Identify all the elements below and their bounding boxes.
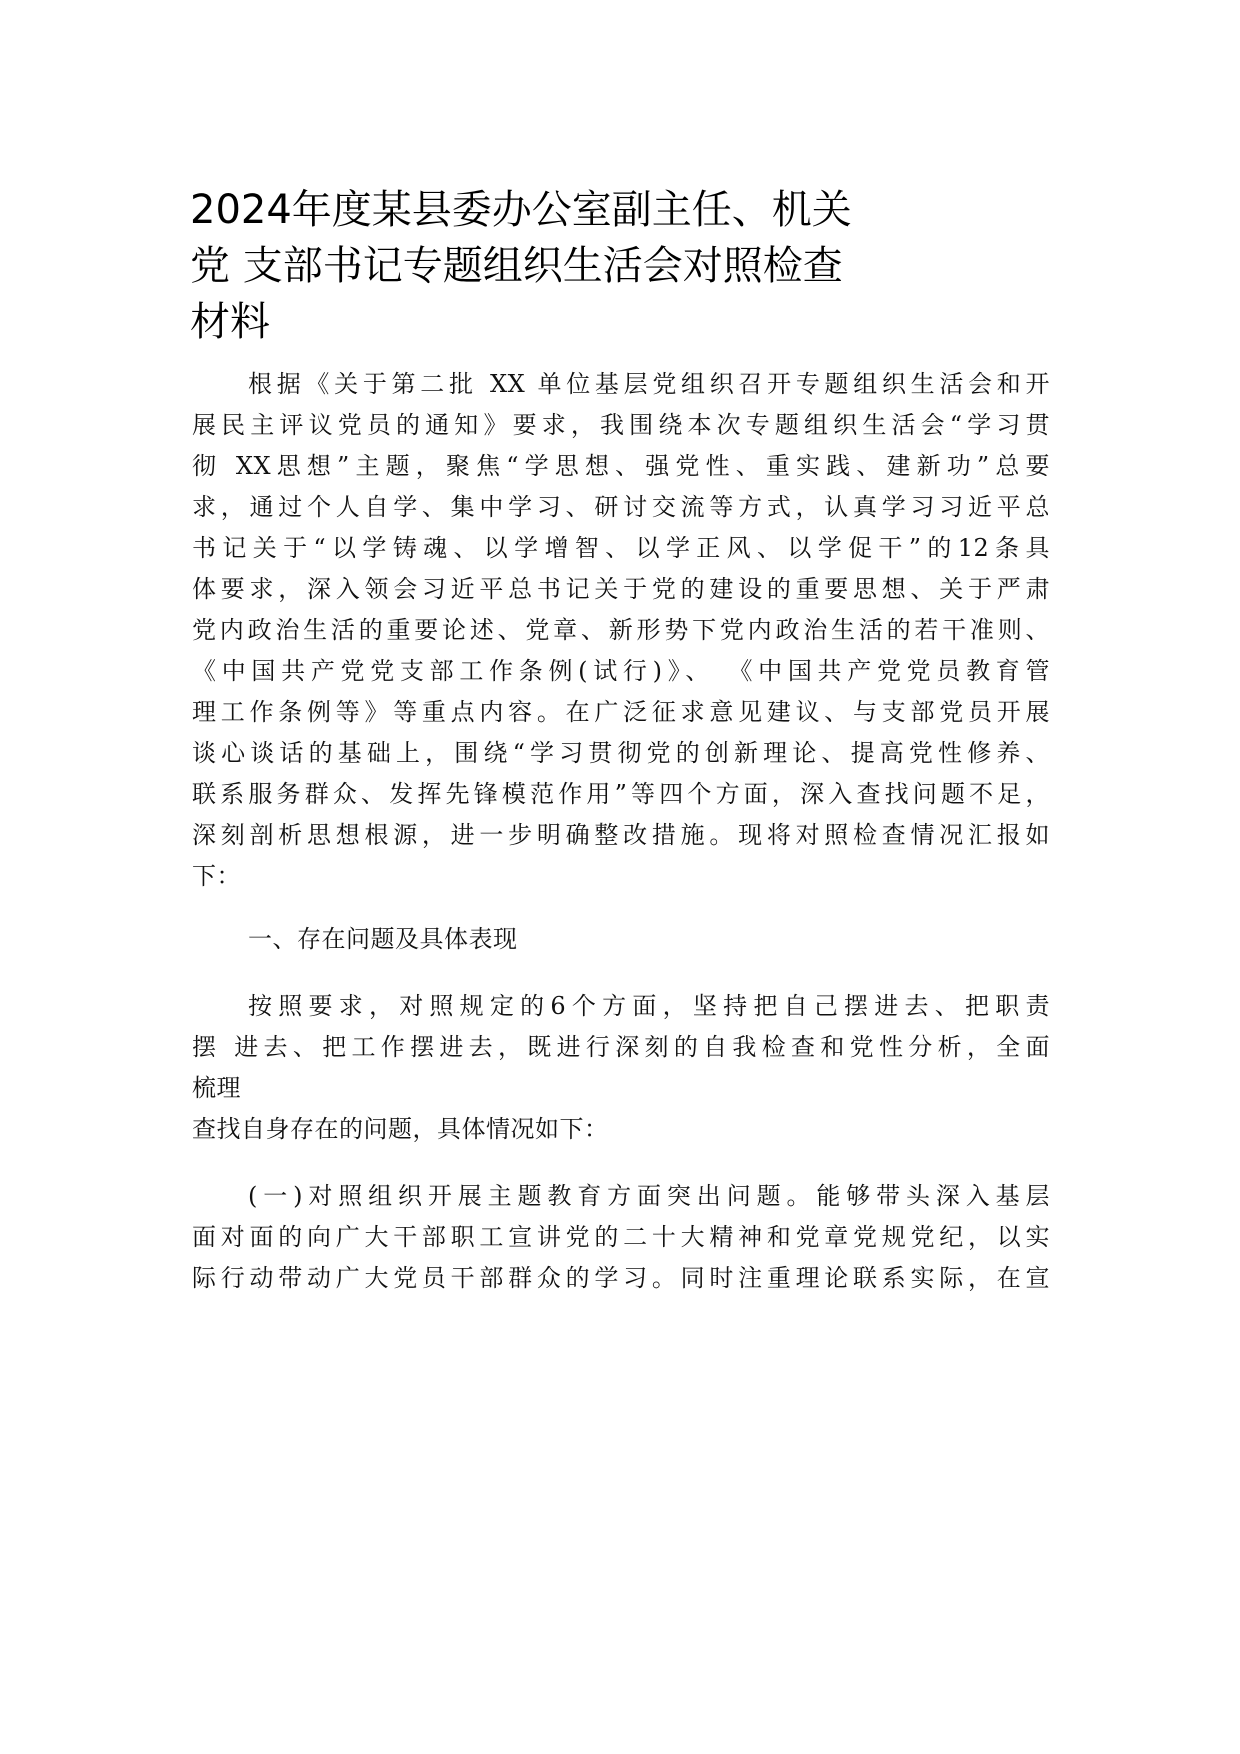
paragraph-line: 求，通过个人自学、集中学习、研讨交流等方式，认真学习习近平总 (192, 493, 1050, 521)
paragraph-line: 体要求，深入领会习近平总书记关于党的建设的重要思想、关于严肃 (192, 575, 1050, 603)
paragraph-line: 理工作条例等》等重点内容。在广泛征求意见建议、与支部党员开展 (192, 698, 1050, 726)
paragraph-line: 联系服务群众、发挥先锋模范作用”等四个方面，深入查找问题不足， (192, 780, 1050, 808)
document-body (192, 364, 1050, 1299)
paragraph-line: (一)对照组织开展主题教育方面突出问题。能够带头深入基层 (248, 1182, 1050, 1210)
paragraph-line: 谈心谈话的基础上，围绕“学习贯彻党的创新理论、提高党性修养、 (192, 739, 1050, 767)
paragraph-line: 摆 进去、把工作摆进去，既进行深刻的自我检查和党性分析，全面 (192, 1033, 1050, 1061)
paragraph-line: 彻 XX思想”主题，聚焦“学思想、强党性、重实践、建新功”总要 (192, 452, 1050, 480)
paragraph-line: 面对面的向广大干部职工宣讲党的二十大精神和党章党规党纪，以实 (192, 1223, 1050, 1251)
title-line: 材料 (190, 299, 270, 345)
document-title (190, 182, 1070, 350)
paragraph-line: 按照要求，对照规定的6个方面，坚持把自己摆进去、把职责 (248, 992, 1050, 1020)
section-paragraph (192, 986, 1050, 1150)
paragraph-line: 际行动带动广大党员干部群众的学习。同时注重理论联系实际，在宣 (192, 1264, 1050, 1292)
paragraph-line: 梳理 (192, 1074, 241, 1102)
intro-paragraph (192, 364, 1050, 897)
paragraph-line: 查找自身存在的问题，具体情况如下： (192, 1115, 609, 1143)
paragraph-line: 深刻剖析思想根源，进一步明确整改措施。现将对照检查情况汇报如 (192, 821, 1050, 849)
paragraph-line: 党内政治生活的重要论述、党章、新形势下党内政治生活的若干准则、 (192, 616, 1050, 644)
paragraph-line: 下： (192, 862, 241, 890)
subsection-paragraph (192, 1176, 1050, 1299)
section-heading: 一、存在问题及具体表现 (248, 925, 518, 953)
title-line: 2024年度某县委办公室副主任、机关 (190, 187, 852, 233)
paragraph-line: 展民主评议党员的通知》要求，我围绕本次专题组织生活会“学习贯 (192, 411, 1050, 439)
paragraph-line: 根据《关于第二批 XX 单位基层党组织召开专题组织生活会和开 (248, 370, 1050, 398)
title-line: 党 支部书记专题组织生活会对照检查 (190, 243, 843, 289)
paragraph-line: 《中国共产党党支部工作条例(试行)》、 《中国共产党党员教育管 (192, 657, 1050, 685)
paragraph-line: 书记关于“以学铸魂、以学增智、以学正风、以学促干”的12条具 (192, 534, 1050, 562)
